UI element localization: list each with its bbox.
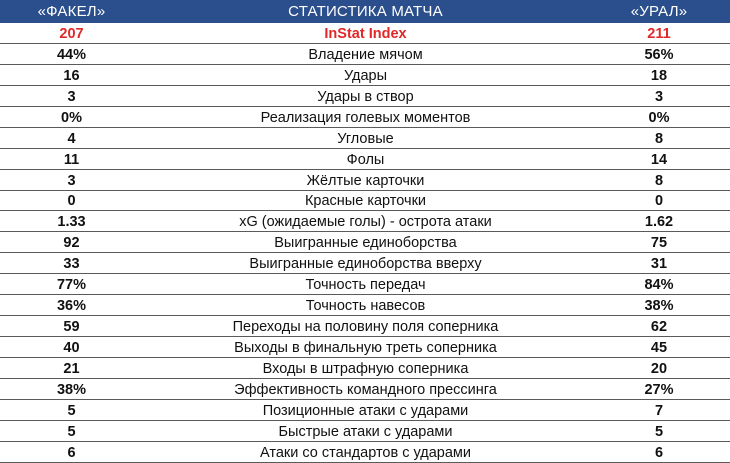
- right-team-value: 14: [588, 148, 730, 169]
- stat-row: [0, 43, 730, 64]
- right-team-value: 211: [588, 23, 730, 43]
- right-team-value: 20: [588, 358, 730, 379]
- stat-label: Владение мячом: [143, 43, 588, 64]
- stat-row: [0, 106, 730, 127]
- left-team-value: 38%: [0, 378, 143, 399]
- stats-body: [0, 23, 730, 462]
- stat-row: [0, 316, 730, 337]
- right-team-value: 56%: [588, 43, 730, 64]
- stat-label: Переходы на половину поля соперника: [143, 316, 588, 337]
- left-team-value: 5: [0, 420, 143, 441]
- right-team-value: 5: [588, 420, 730, 441]
- left-team-value: 1.33: [0, 211, 143, 232]
- right-team-value: 38%: [588, 295, 730, 316]
- left-team-value: 3: [0, 169, 143, 190]
- stat-label: Выходы в финальную треть соперника: [143, 337, 588, 358]
- instat-index-row: [0, 23, 730, 43]
- right-team-value: 0%: [588, 106, 730, 127]
- right-team-value: 7: [588, 399, 730, 420]
- right-team-value: 75: [588, 232, 730, 253]
- stat-label: Жёлтые карточки: [143, 169, 588, 190]
- left-team-value: 77%: [0, 274, 143, 295]
- right-team-value: 27%: [588, 378, 730, 399]
- stat-row: [0, 64, 730, 85]
- table-title: СТАТИСТИКА МАТЧА: [143, 0, 588, 23]
- right-team-value: 3: [588, 85, 730, 106]
- stat-label: Входы в штрафную соперника: [143, 358, 588, 379]
- left-team-value: 0: [0, 190, 143, 211]
- stat-label: Позиционные атаки с ударами: [143, 399, 588, 420]
- right-team-value: 62: [588, 316, 730, 337]
- left-team-value: 4: [0, 127, 143, 148]
- left-team-value: 40: [0, 337, 143, 358]
- stat-row: [0, 295, 730, 316]
- stat-row: [0, 441, 730, 462]
- stat-row: [0, 127, 730, 148]
- stat-row: [0, 358, 730, 379]
- left-team-value: 5: [0, 399, 143, 420]
- header-row: [0, 0, 730, 23]
- left-team-value: 16: [0, 64, 143, 85]
- left-team-name: «ФАКЕЛ»: [0, 0, 143, 23]
- stat-row: [0, 253, 730, 274]
- stat-label: Быстрые атаки с ударами: [143, 420, 588, 441]
- stat-label: Удары в створ: [143, 85, 588, 106]
- left-team-value: 11: [0, 148, 143, 169]
- stat-label: Атаки со стандартов с ударами: [143, 441, 588, 462]
- right-team-name: «УРАЛ»: [588, 0, 730, 23]
- stat-label: Удары: [143, 64, 588, 85]
- right-team-value: 8: [588, 127, 730, 148]
- stat-label: Точность навесов: [143, 295, 588, 316]
- stat-row: [0, 211, 730, 232]
- right-team-value: 84%: [588, 274, 730, 295]
- left-team-value: 36%: [0, 295, 143, 316]
- stat-label: InStat Index: [143, 23, 588, 43]
- stat-row: [0, 85, 730, 106]
- stat-label: xG (ожидаемые голы) - острота атаки: [143, 211, 588, 232]
- stat-label: Красные карточки: [143, 190, 588, 211]
- stat-row: [0, 232, 730, 253]
- right-team-value: 1.62: [588, 211, 730, 232]
- left-team-value: 207: [0, 23, 143, 43]
- right-team-value: 6: [588, 441, 730, 462]
- left-team-value: 3: [0, 85, 143, 106]
- stat-label: Выигранные единоборства: [143, 232, 588, 253]
- left-team-value: 59: [0, 316, 143, 337]
- stat-row: [0, 274, 730, 295]
- stat-label: Выигранные единоборства вверху: [143, 253, 588, 274]
- left-team-value: 92: [0, 232, 143, 253]
- right-team-value: 31: [588, 253, 730, 274]
- stat-row: [0, 337, 730, 358]
- stat-row: [0, 399, 730, 420]
- left-team-value: 0%: [0, 106, 143, 127]
- left-team-value: 21: [0, 358, 143, 379]
- right-team-value: 0: [588, 190, 730, 211]
- right-team-value: 45: [588, 337, 730, 358]
- stat-label: Эффективность командного прессинга: [143, 378, 588, 399]
- right-team-value: 8: [588, 169, 730, 190]
- stat-row: [0, 148, 730, 169]
- stat-label: Точность передач: [143, 274, 588, 295]
- stat-label: Угловые: [143, 127, 588, 148]
- stat-row: [0, 190, 730, 211]
- stat-row: [0, 169, 730, 190]
- left-team-value: 33: [0, 253, 143, 274]
- stat-row: [0, 420, 730, 441]
- stat-row: [0, 378, 730, 399]
- right-team-value: 18: [588, 64, 730, 85]
- stat-label: Фолы: [143, 148, 588, 169]
- left-team-value: 6: [0, 441, 143, 462]
- left-team-value: 44%: [0, 43, 143, 64]
- stat-label: Реализация голевых моментов: [143, 106, 588, 127]
